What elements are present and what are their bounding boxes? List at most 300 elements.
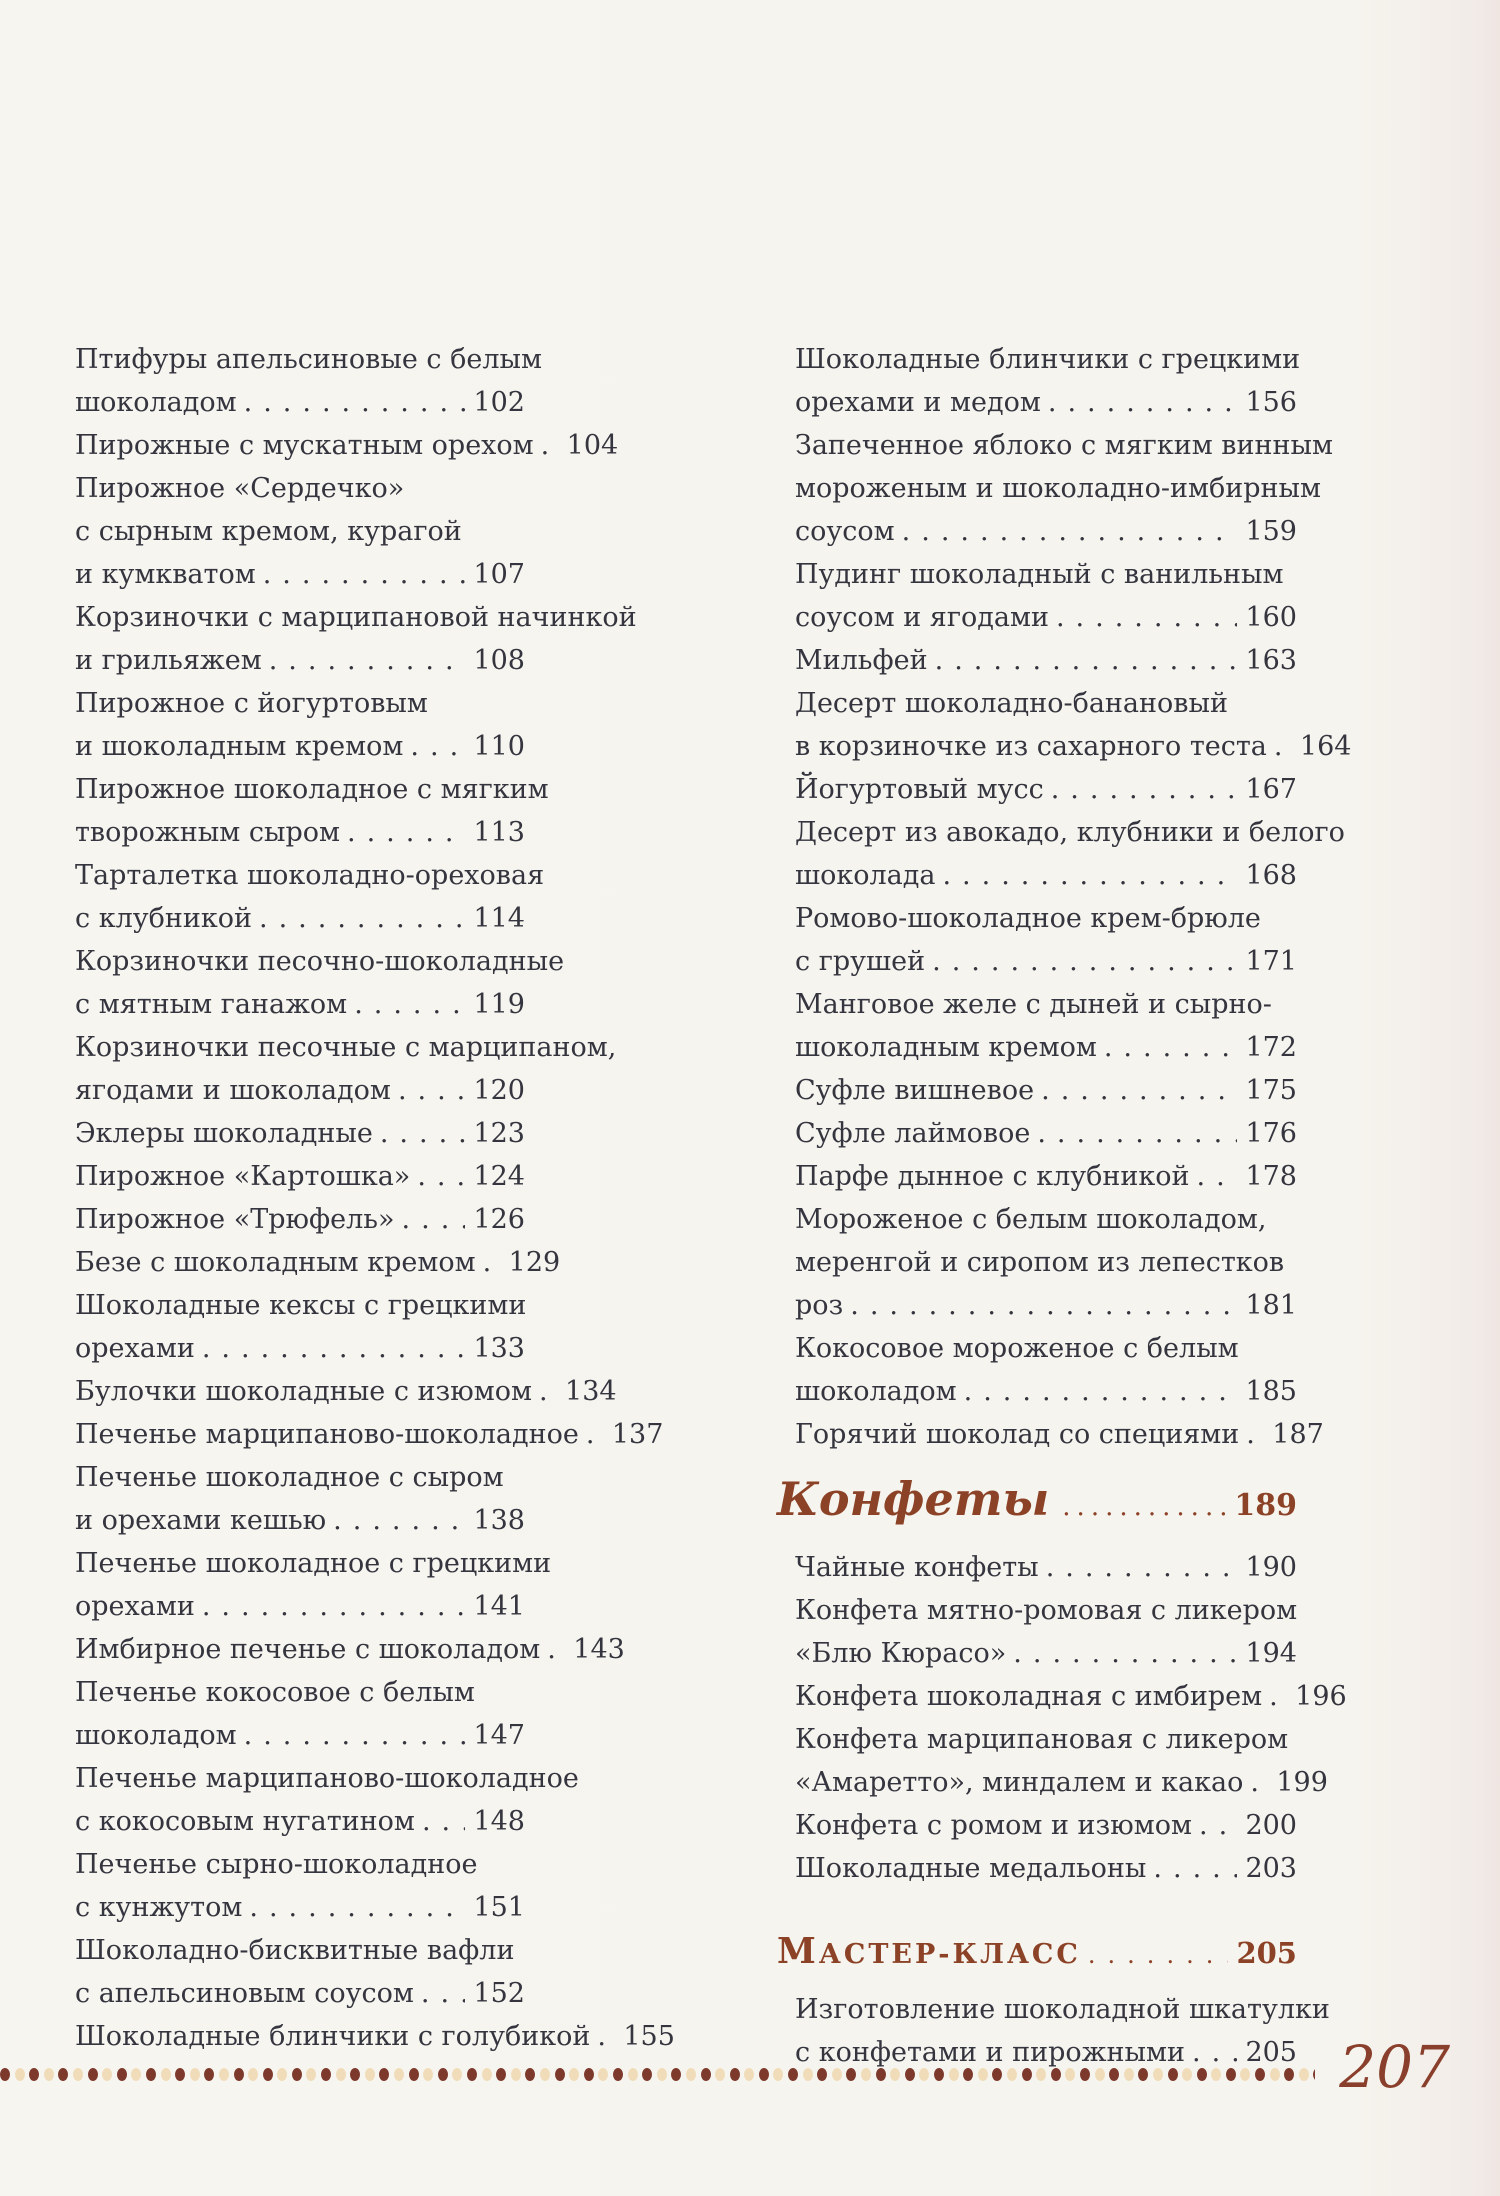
toc-entry bbox=[75, 1155, 525, 1198]
dot-leader bbox=[380, 1112, 466, 1155]
toc-entry bbox=[795, 1546, 1297, 1589]
brown-dot bbox=[525, 2068, 535, 2081]
toc-line bbox=[75, 983, 525, 1026]
dot-leader bbox=[1056, 596, 1237, 639]
toc-entry-title: и грильяжем bbox=[75, 645, 262, 676]
brown-dot bbox=[496, 2068, 506, 2081]
cream-dot bbox=[773, 2068, 783, 2081]
brown-dot bbox=[29, 2068, 39, 2081]
dot-leader bbox=[1013, 1632, 1237, 1675]
toc-line bbox=[795, 639, 1297, 682]
toc-entry bbox=[795, 1112, 1297, 1155]
toc-line bbox=[795, 1069, 1297, 1112]
toc-line: Мороженое с белым шоколадом, bbox=[795, 1204, 1267, 1235]
toc-line bbox=[795, 768, 1297, 811]
toc-entry-title: «Амаретто», миндалем и какао bbox=[795, 1767, 1244, 1798]
toc-line bbox=[777, 1924, 1297, 1986]
brown-dot bbox=[992, 2068, 1002, 2081]
toc-entry bbox=[795, 1413, 1324, 1456]
cream-dot bbox=[219, 2068, 229, 2081]
toc-entry-title: Мильфей bbox=[795, 645, 928, 676]
toc-line: Шоколадные блинчики с грецкими bbox=[795, 344, 1301, 375]
toc-page-number: 203 bbox=[1245, 1853, 1297, 1884]
toc-entry-title: с клубникой bbox=[75, 903, 252, 934]
brown-dot bbox=[846, 2068, 856, 2081]
toc-entry bbox=[795, 1198, 1297, 1327]
dot-leader bbox=[1197, 1155, 1238, 1198]
toc-entry bbox=[795, 639, 1297, 682]
toc-entry-title: орехами bbox=[75, 1591, 195, 1622]
toc-entry-title: Шоколадные блинчики с голубикой bbox=[75, 2021, 591, 2052]
toc-page-number: 189 bbox=[1234, 1488, 1297, 1523]
cream-dot bbox=[1153, 2068, 1163, 2081]
toc-entry bbox=[795, 983, 1297, 1069]
brown-dot bbox=[1226, 2068, 1236, 2081]
brown-dot bbox=[1168, 2068, 1178, 2081]
toc-line bbox=[795, 1847, 1297, 1890]
toc-page-number: 110 bbox=[473, 731, 525, 762]
brown-dot bbox=[905, 2068, 915, 2081]
toc-line: Манговое желе с дыней и сырно- bbox=[795, 989, 1272, 1020]
toc-page-number: 114 bbox=[473, 903, 525, 934]
cream-dot bbox=[1182, 2068, 1192, 2081]
toc-left-column bbox=[75, 338, 675, 2058]
cream-dot bbox=[628, 2068, 638, 2081]
brown-dot bbox=[117, 2068, 127, 2081]
toc-entry bbox=[75, 1284, 525, 1370]
toc-line: Печенье шоколадное с грецкими bbox=[75, 1548, 552, 1579]
cream-dot bbox=[861, 2068, 871, 2081]
toc-line bbox=[795, 1761, 1328, 1804]
toc-entry-title: с кунжутом bbox=[75, 1892, 243, 1923]
cream-dot bbox=[1270, 2068, 1280, 2081]
toc-entry-title: Эклеры шоколадные bbox=[75, 1118, 373, 1149]
dot-leader bbox=[202, 1327, 466, 1370]
toc-page-number: 133 bbox=[473, 1333, 525, 1364]
dot-leader bbox=[935, 639, 1238, 682]
cream-dot bbox=[598, 2068, 608, 2081]
brown-dot bbox=[963, 2068, 973, 2081]
toc-entry-title: Йогуртовый мусс bbox=[795, 774, 1044, 805]
dot-leader bbox=[547, 1628, 565, 1671]
dot-leader bbox=[1104, 1026, 1238, 1069]
brown-dot bbox=[817, 2068, 827, 2081]
toc-line: Пудинг шоколадный с ванильным bbox=[795, 559, 1284, 590]
toc-entry-title: шоколадным кремом bbox=[795, 1032, 1097, 1063]
brown-dot bbox=[379, 2068, 389, 2081]
toc-entry bbox=[795, 424, 1333, 553]
toc-entry-title: соусом и ягодами bbox=[795, 602, 1049, 633]
toc-page-number: 123 bbox=[473, 1118, 525, 1149]
toc-entry-title: Булочки шоколадные с изюмом bbox=[75, 1376, 533, 1407]
toc-entry-title: с апельсиновым соусом bbox=[75, 1978, 414, 2009]
cream-dot bbox=[1124, 2068, 1134, 2081]
toc-page-number: 129 bbox=[508, 1247, 561, 1278]
brown-dot bbox=[701, 2068, 711, 2081]
toc-line: Шоколадно-бисквитные вафли bbox=[75, 1935, 515, 1966]
toc-entry bbox=[795, 338, 1301, 424]
toc-entry bbox=[75, 854, 545, 940]
toc-line: Печенье сырно-шоколадное bbox=[75, 1849, 478, 1880]
toc-page-number: 171 bbox=[1245, 946, 1297, 977]
toc-page-number: 147 bbox=[473, 1720, 525, 1751]
toc-entry bbox=[75, 424, 619, 467]
cream-dot bbox=[686, 2068, 696, 2081]
dot-leader bbox=[398, 1069, 466, 1112]
dot-leader bbox=[347, 811, 465, 854]
brown-dot bbox=[1138, 2068, 1148, 2081]
toc-line bbox=[75, 424, 619, 467]
toc-page-number: 205 bbox=[1236, 1936, 1297, 1970]
brown-dot bbox=[1284, 2068, 1294, 2081]
toc-page-number: 124 bbox=[473, 1161, 525, 1192]
toc-line: Конфета марципановая с ликером bbox=[795, 1724, 1289, 1755]
toc-entry bbox=[795, 1675, 1347, 1718]
dot-leader bbox=[1250, 1761, 1268, 1804]
dot-leader bbox=[202, 1585, 466, 1628]
cream-dot bbox=[394, 2068, 404, 2081]
toc-line bbox=[795, 1155, 1297, 1198]
toc-page-number: 138 bbox=[473, 1505, 525, 1536]
cream-dot bbox=[569, 2068, 579, 2081]
brown-dot bbox=[1022, 2068, 1032, 2081]
toc-line bbox=[795, 854, 1297, 897]
toc-entry bbox=[75, 1456, 525, 1542]
brown-dot bbox=[1255, 2068, 1265, 2081]
toc-page-number: 120 bbox=[473, 1075, 525, 1106]
toc-line: Пирожное с йогуртовым bbox=[75, 688, 428, 719]
cream-dot bbox=[540, 2068, 550, 2081]
toc-entry-title: Горячий шоколад со специями bbox=[795, 1419, 1240, 1450]
cream-dot bbox=[73, 2068, 83, 2081]
cream-dot bbox=[306, 2068, 316, 2081]
toc-line: Конфета мятно-ромовая с ликером bbox=[795, 1595, 1298, 1626]
toc-line bbox=[75, 381, 525, 424]
toc-entry bbox=[75, 1542, 552, 1628]
cream-dot bbox=[1095, 2068, 1105, 2081]
cream-dot bbox=[190, 2068, 200, 2081]
dot-leader bbox=[586, 1413, 604, 1456]
dot-leader bbox=[539, 1370, 557, 1413]
toc-entry-title: шоколадом bbox=[795, 1376, 957, 1407]
dot-leader bbox=[932, 940, 1237, 983]
toc-entry-title: Печенье марципаново-шоколадное bbox=[75, 1419, 579, 1450]
cream-dot bbox=[832, 2068, 842, 2081]
toc-entry-title: с мятным ганажом bbox=[75, 989, 348, 1020]
brown-dot bbox=[438, 2068, 448, 2081]
dot-leader bbox=[902, 510, 1238, 553]
toc-entry bbox=[795, 1847, 1297, 1890]
brown-dot bbox=[88, 2068, 98, 2081]
toc-entry bbox=[75, 1198, 525, 1241]
toc-line: Печенье шоколадное с сыром bbox=[75, 1462, 504, 1493]
toc-entry-title: с кокосовым нугатином bbox=[75, 1806, 415, 1837]
dot-leader bbox=[1041, 1069, 1237, 1112]
toc-line bbox=[75, 1112, 525, 1155]
cream-dot bbox=[1036, 2068, 1046, 2081]
toc-line: Тарталетка шоколадно-ореховая bbox=[75, 860, 545, 891]
cream-dot bbox=[978, 2068, 988, 2081]
toc-page-number: 176 bbox=[1245, 1118, 1297, 1149]
toc-entry-title: Имбирное печенье с шоколадом bbox=[75, 1634, 541, 1665]
toc-line: Печенье кокосовое с белым bbox=[75, 1677, 475, 1708]
toc-line bbox=[795, 1675, 1347, 1718]
toc-page-number: 172 bbox=[1245, 1032, 1297, 1063]
toc-line bbox=[75, 1800, 525, 1843]
cream-dot bbox=[44, 2068, 54, 2081]
toc-line bbox=[795, 1546, 1297, 1589]
toc-entry bbox=[795, 1155, 1297, 1198]
toc-line bbox=[75, 1972, 525, 2015]
toc-page-number: 126 bbox=[473, 1204, 525, 1235]
cream-dot bbox=[657, 2068, 667, 2081]
toc-entry-title: с конфетами и пирожными bbox=[795, 2037, 1185, 2068]
toc-line: Корзиночки с марципановой начинкой bbox=[75, 602, 637, 633]
toc-page-number: 137 bbox=[611, 1419, 664, 1450]
dot-leader bbox=[1046, 1546, 1238, 1589]
brown-dot bbox=[934, 2068, 944, 2081]
toc-entry-title: и шоколадным кремом bbox=[75, 731, 404, 762]
toc-page-number: 152 bbox=[473, 1978, 525, 2009]
toc-line bbox=[75, 1714, 525, 1757]
dot-leader bbox=[244, 381, 466, 424]
brown-dot bbox=[467, 2068, 477, 2081]
toc-line bbox=[795, 1370, 1297, 1413]
cream-dot bbox=[744, 2068, 754, 2081]
toc-entry bbox=[75, 768, 549, 854]
toc-entry bbox=[75, 1241, 561, 1284]
page-number: 207 bbox=[1339, 2033, 1450, 2101]
toc-entry bbox=[795, 1069, 1297, 1112]
toc-line bbox=[795, 940, 1297, 983]
brown-dot bbox=[204, 2068, 214, 2081]
toc-line bbox=[75, 553, 525, 596]
toc-line bbox=[795, 1026, 1297, 1069]
toc-entry bbox=[75, 1628, 625, 1671]
brown-dot bbox=[671, 2068, 681, 2081]
toc-entry-title: Пирожное «Трюфель» bbox=[75, 1204, 395, 1235]
toc-page-number: 108 bbox=[473, 645, 525, 676]
toc-entry-title: «Блю Кюрасо» bbox=[795, 1638, 1007, 1669]
toc-page-number: 205 bbox=[1245, 2037, 1297, 2068]
toc-page-number: 148 bbox=[473, 1806, 525, 1837]
toc-page-number: 178 bbox=[1245, 1161, 1297, 1192]
toc-entry bbox=[75, 596, 637, 682]
toc-entry bbox=[75, 1026, 617, 1112]
toc-line: Печенье марципаново-шоколадное bbox=[75, 1763, 579, 1794]
dot-leader bbox=[422, 1800, 466, 1843]
toc-line bbox=[795, 596, 1297, 639]
toc-line: Кокосовое мороженое с белым bbox=[795, 1333, 1239, 1364]
brown-dot bbox=[555, 2068, 565, 2081]
toc-line: Ромово-шоколадное крем-брюле bbox=[795, 903, 1261, 934]
toc-section-title: Конфеты bbox=[777, 1472, 1050, 1526]
cream-dot bbox=[715, 2068, 725, 2081]
brown-dot bbox=[788, 2068, 798, 2081]
toc-entry-title: Пирожное «Картошка» bbox=[75, 1161, 411, 1192]
brown-dot bbox=[1197, 2068, 1207, 2081]
toc-page-number: 163 bbox=[1245, 645, 1297, 676]
toc-line bbox=[75, 1628, 625, 1671]
toc-entry bbox=[795, 768, 1297, 811]
toc-page-number: 119 bbox=[473, 989, 525, 1020]
toc-section-heading bbox=[777, 1468, 1297, 1542]
toc-entry-title: шоколадом bbox=[75, 1720, 237, 1751]
toc-entry-title: и орехами кешью bbox=[75, 1505, 327, 1536]
dot-leader bbox=[249, 1886, 465, 1929]
dot-leader bbox=[402, 1198, 466, 1241]
toc-entry bbox=[795, 897, 1297, 983]
brown-dot bbox=[730, 2068, 740, 2081]
toc-entry-title: в корзиночке из сахарного теста bbox=[795, 731, 1267, 762]
toc-entry-title: роз bbox=[795, 1290, 844, 1321]
dot-leader bbox=[964, 1370, 1238, 1413]
toc-page-number: 196 bbox=[1295, 1681, 1347, 1712]
toc-line bbox=[75, 1370, 617, 1413]
toc-line bbox=[75, 1886, 525, 1929]
brown-dot bbox=[175, 2068, 185, 2081]
cream-dot bbox=[890, 2068, 900, 2081]
toc-line bbox=[795, 381, 1297, 424]
toc-page-number: 113 bbox=[473, 817, 525, 848]
toc-line bbox=[75, 1327, 525, 1370]
cream-dot bbox=[131, 2068, 141, 2081]
brown-dot bbox=[642, 2068, 652, 2081]
cream-dot bbox=[161, 2068, 171, 2081]
brown-dot bbox=[146, 2068, 156, 2081]
cream-dot bbox=[452, 2068, 462, 2081]
toc-page-number: 155 bbox=[623, 2021, 675, 2052]
toc-line: Десерт шоколадно-банановый bbox=[795, 688, 1228, 719]
toc-line: Пирожное шоколадное с мягким bbox=[75, 774, 549, 805]
toc-entry bbox=[75, 682, 525, 768]
toc-entry bbox=[75, 338, 542, 424]
brown-dot bbox=[876, 2068, 886, 2081]
dot-leader bbox=[1246, 1413, 1264, 1456]
toc-entry bbox=[75, 1413, 664, 1456]
toc-page-number: 141 bbox=[473, 1591, 525, 1622]
cream-dot bbox=[277, 2068, 287, 2081]
brown-dot bbox=[58, 2068, 68, 2081]
toc-page-number: 102 bbox=[473, 387, 525, 418]
toc-entry-title: Шоколадные медальоны bbox=[795, 1853, 1147, 1884]
toc-entry-title: Суфле лаймовое bbox=[795, 1118, 1031, 1149]
toc-entry bbox=[75, 940, 565, 1026]
brown-dot bbox=[350, 2068, 360, 2081]
toc-page-number: 194 bbox=[1245, 1638, 1297, 1669]
cream-dot bbox=[511, 2068, 521, 2081]
toc-line: Пирожное «Сердечко» bbox=[75, 473, 405, 504]
dot-leader bbox=[417, 1155, 465, 1198]
toc-entry-title: творожным сыром bbox=[75, 817, 340, 848]
toc-line bbox=[75, 897, 525, 940]
toc-line: меренгой и сиропом из лепестков bbox=[795, 1247, 1285, 1278]
toc-line bbox=[795, 725, 1352, 768]
brown-dot bbox=[409, 2068, 419, 2081]
toc-page-number: 181 bbox=[1245, 1290, 1297, 1321]
toc-entry-title: соусом bbox=[795, 516, 895, 547]
brown-dot bbox=[234, 2068, 244, 2081]
toc-entry-title: Пирожные с мускатным орехом bbox=[75, 430, 534, 461]
toc-page-number: 167 bbox=[1245, 774, 1297, 805]
toc-line bbox=[795, 1632, 1297, 1675]
toc-line: Шоколадные кексы с грецкими bbox=[75, 1290, 527, 1321]
toc-page-number: 164 bbox=[1299, 731, 1352, 762]
page-footer bbox=[0, 2032, 1450, 2102]
toc-entry bbox=[795, 1804, 1297, 1847]
toc-section-heading bbox=[777, 1924, 1297, 1986]
toc-entry-title: шоколадом bbox=[75, 387, 237, 418]
dot-leader bbox=[1269, 1675, 1287, 1718]
toc-line: с сырным кремом, курагой bbox=[75, 516, 462, 547]
cream-dot bbox=[1211, 2068, 1221, 2081]
toc-line bbox=[75, 1241, 561, 1284]
toc-line bbox=[75, 811, 525, 854]
toc-entry-title: Парфе дынное с клубникой bbox=[795, 1161, 1190, 1192]
toc-right-column bbox=[777, 338, 1352, 2074]
cream-dot bbox=[482, 2068, 492, 2081]
toc-entry-title: орехами bbox=[75, 1333, 195, 1364]
dot-leader bbox=[1037, 1112, 1237, 1155]
toc-line bbox=[75, 1585, 525, 1628]
toc-line bbox=[75, 639, 525, 682]
toc-section-title: МАСТЕР-КЛАСС bbox=[777, 1931, 1081, 1972]
toc-entry-title: Суфле вишневое bbox=[795, 1075, 1035, 1106]
toc-line: Запеченное яблоко с мягким винным bbox=[795, 430, 1333, 461]
toc-columns bbox=[75, 338, 1352, 2074]
toc-line: Птифуры апельсиновые с белым bbox=[75, 344, 542, 375]
dot-leader bbox=[1274, 725, 1292, 768]
dot-leader bbox=[1199, 1804, 1237, 1847]
toc-page-number: 156 bbox=[1245, 387, 1297, 418]
toc-entry bbox=[795, 1718, 1328, 1804]
toc-line bbox=[795, 1804, 1297, 1847]
toc-entry bbox=[75, 1370, 617, 1413]
cream-dot bbox=[803, 2068, 813, 2081]
cream-dot bbox=[1065, 2068, 1075, 2081]
toc-page-number: 175 bbox=[1245, 1075, 1297, 1106]
brown-dot bbox=[1051, 2068, 1061, 2081]
toc-entry-title: с грушей bbox=[795, 946, 926, 977]
cream-dot bbox=[365, 2068, 375, 2081]
cream-dot bbox=[336, 2068, 346, 2081]
toc-entry bbox=[75, 467, 525, 596]
cream-dot bbox=[15, 2068, 25, 2081]
brown-dot bbox=[263, 2068, 273, 2081]
dot-leader bbox=[942, 854, 1237, 897]
cream-dot bbox=[1299, 2068, 1309, 2081]
toc-line bbox=[75, 1413, 664, 1456]
toc-entry bbox=[795, 1589, 1297, 1675]
dot-leader bbox=[269, 639, 466, 682]
toc-line bbox=[777, 1468, 1297, 1542]
toc-page-number: 200 bbox=[1245, 1810, 1297, 1841]
toc-page-number: 151 bbox=[473, 1892, 525, 1923]
toc-line: Корзиночки песочно-шоколадные bbox=[75, 946, 565, 977]
brown-dot bbox=[1109, 2068, 1119, 2081]
dot-leader bbox=[354, 983, 465, 1026]
cream-dot bbox=[1007, 2068, 1017, 2081]
footer-dots-divider bbox=[0, 2067, 1315, 2081]
toc-line: Корзиночки песочные с марципаном, bbox=[75, 1032, 617, 1063]
cream-dot bbox=[1240, 2068, 1250, 2081]
dot-leader bbox=[1088, 1927, 1229, 1983]
toc-entry bbox=[75, 1757, 579, 1843]
dot-leader bbox=[483, 1241, 501, 1284]
toc-line bbox=[795, 510, 1297, 553]
toc-entry bbox=[795, 811, 1345, 897]
brown-dot bbox=[759, 2068, 769, 2081]
